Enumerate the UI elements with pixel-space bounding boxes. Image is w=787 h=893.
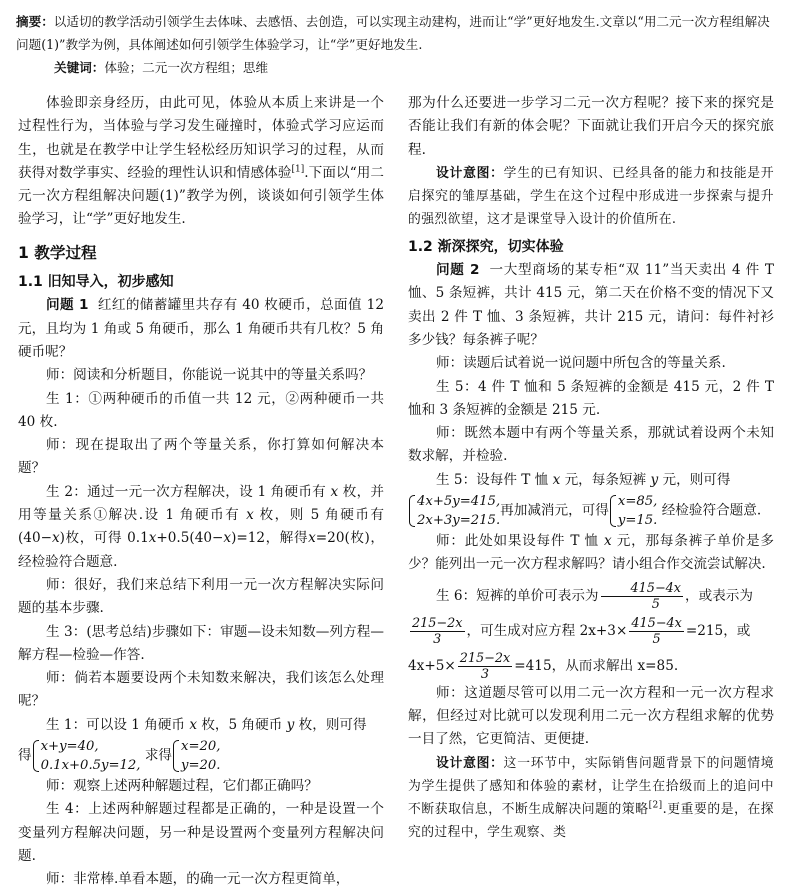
var-x: x: [189, 716, 198, 733]
problem-1-text: 红红的储蓄罐里共存有 40 枚硬币，总面值 12 元，且均为 1 角或 5 角硬币，那么 1 角硬币共有几枚？5 角硬币呢？: [18, 297, 384, 360]
var-x: x: [330, 483, 339, 500]
abstract-block: [16, 10, 776, 79]
dialog-teacher-2: 师：现在提取出了两个等量关系，你打算如何解决本题？: [18, 437, 384, 477]
var-x: x: [52, 530, 60, 547]
dialog-student-3: 生 3：(思考总结)步骤如下：审题—设未知数—列方程—解方程—检验—作答.: [18, 623, 384, 663]
var-y: y: [286, 716, 295, 733]
fraction-numerator: 415−4x: [631, 615, 682, 631]
text-fragment: =215，或: [685, 622, 751, 639]
dialog-teacher-6: 师：非常棒.单看本题，的确一元一次方程更简单，: [46, 871, 350, 888]
text-fragment: 元，则可得: [662, 471, 731, 488]
eq-row: x=85,: [617, 494, 658, 510]
problem-2-label: 问题 2: [436, 262, 480, 279]
equation-system-3: [408, 492, 500, 530]
text-fragment: 师：此处如果设每件 T 恤: [436, 533, 599, 550]
design-text: 学生的已有知识、已经具备的能力和技能是开启探究的雏厚基础，学生在这个过程中形成进一步探索与提升的强烈欲望，这才是课堂导入设计的价值所在.: [408, 165, 775, 228]
var-x: x: [148, 530, 157, 547]
problem-2: [408, 259, 774, 352]
intro-paragraph: [18, 92, 384, 232]
text-fragment: )=12，解得: [231, 530, 309, 547]
right-column: [408, 92, 774, 845]
dialog-teacher-4: 师：倘若本题要设两个未知数来解决，我们该怎么处理呢？: [18, 670, 384, 710]
eq-row: 0.1x+0.5y=12,: [40, 758, 141, 774]
dialog-teacher-5: 师：观察上述两种解题过程，它们都正确吗？: [46, 778, 318, 795]
problem-1: [18, 294, 384, 364]
text-fragment: 经检验符合题意.: [661, 502, 762, 519]
fraction-denominator: 3: [480, 666, 490, 682]
equation-line-2: [408, 492, 774, 530]
text-fragment: 生 6：短裤的单价可表示为: [436, 587, 599, 604]
text-fragment: 枚，并用等量关系①解决.设 1 角硬币有: [18, 483, 385, 524]
dialog-student-5b: [408, 469, 774, 492]
citation-2: [2]: [648, 800, 663, 811]
eq-row: 4x+5y=415,: [417, 494, 501, 510]
dialog-student-1: 生 1：①两种硬币的币值一共 12 元，②两种硬币一共 40 枚.: [18, 390, 384, 430]
dialog-teacher-3: 师：很好，我们来总结下利用一元一次方程解决实际问题的基本步骤.: [18, 576, 384, 617]
design-tail: .更重要的是，在探究的过程中，学生观察、类: [408, 802, 775, 841]
left-column: [18, 92, 384, 892]
text-fragment: )枚，可得 0.1: [59, 530, 149, 547]
eq-row: y=15.: [617, 513, 658, 529]
abstract-text: 以适切的教学活动引领学生去体味、去感悟、去创造，可以实现主动建构，进而让“学”更好地发生.文章以“用二元一次方程组解决问题(1)”教学为例，具体阐述如何引领学生体验学习，让“学”更好地发生.: [16, 14, 770, 52]
eq-row: x+y=40,: [40, 739, 99, 755]
section-heading-1: 1 教学过程: [18, 243, 97, 262]
text-fragment: =20(枚)，经检验符合题意.: [18, 530, 384, 570]
text-fragment: 枚，则可得: [298, 716, 367, 733]
dialog-teacher-10: 师：这道题尽管可以用二元一次方程和一元一次方程求解，但经过对比就可以发现利用二元一次方程组求解的优势一目了然，它更简洁、更便捷.: [408, 684, 774, 748]
text-fragment: ，或表示为: [685, 587, 753, 604]
fraction-numerator: 215−2x: [412, 615, 463, 631]
fraction-denominator: 5: [652, 631, 661, 647]
equation-system-4: [609, 492, 657, 530]
dialog-student-5: 生 5：4 件 T 恤和 5 条短裤的金额是 415 元，2 件 T 恤和 3 条短裤的金额是 215 元.: [408, 378, 774, 418]
text-fragment: 求得: [144, 747, 173, 764]
text-fragment: =415，从而求解出 x=85.: [514, 657, 679, 674]
dialog-teacher-1: 师：阅读和分析题目，你能说一说其中的等量关系吗？: [46, 367, 373, 384]
text-fragment: ，可生成对应方程 2x+3×: [466, 622, 628, 639]
var-x: x: [552, 471, 561, 488]
subsection-heading-1-2: 1.2 渐深探究，切实体验: [408, 238, 564, 255]
text-fragment: +0.5(40−: [156, 530, 224, 547]
equation-line-4: [408, 651, 774, 682]
fraction-2b: [458, 651, 513, 682]
design-label: 设计意图：: [436, 165, 504, 181]
var-x: x: [246, 507, 254, 524]
fraction-denominator: 5: [651, 596, 660, 612]
text-fragment: 生 5：设每件 T 恤: [436, 471, 549, 488]
var-x: x: [223, 530, 232, 547]
problem-2-text: 一大型商场的某专柜“双 11”当天卖出 4 件 T 恤、5 条短裤，共计 415 元，第二天在价格不变的情况下又卖出 2 件 T 恤、3 条短裤，共计 215 元，请问：每件衬衫多少钱？每条裤子呢？: [408, 262, 774, 348]
abstract-paragraph: [16, 10, 776, 56]
text-fragment: 枚，5 角硬币: [201, 716, 283, 733]
dialog-student-1b: [18, 714, 384, 737]
var-y: y: [650, 471, 659, 488]
var-x: x: [603, 533, 612, 550]
design-intent-2: [408, 752, 774, 845]
dialog-student-6: [408, 581, 774, 612]
var-x: x: [308, 530, 316, 547]
dialog-student-4: 生 4：上述两种解题过程都是正确的，一种是设置一个变量列方程解决问题，另一种是设置两个变量列方程解决问题.: [18, 801, 384, 864]
eq-row: y=20.: [181, 758, 221, 774]
dialog-teacher-9: [408, 530, 774, 577]
fraction-numerator: 215−2x: [459, 650, 511, 666]
design-label: 设计意图：: [436, 755, 504, 771]
text-fragment: 元，每条短裤: [564, 471, 647, 488]
equation-system-1: [32, 737, 141, 775]
text-fragment: 再加减消元，可得: [500, 502, 609, 519]
text-fragment: 元，那每条裤子单价是多少？能列出一元一次方程求解吗？请小组合作交流尝试解决.: [408, 533, 774, 573]
fraction-1b: [629, 616, 684, 647]
design-intent-1: [408, 162, 774, 232]
fraction-numerator: 415−4x: [601, 581, 684, 597]
citation-1: [1]: [291, 164, 305, 175]
continued-paragraph: 那为什么还要进一步学习二元一次方程呢？接下来的探究是否能让我们有新的体会呢？下面就让我们开启今天的探究旅程.: [408, 95, 774, 158]
eq-row: x=20,: [181, 739, 221, 755]
keywords-label: 关键词：: [54, 60, 105, 75]
dialog-student-2: [18, 481, 384, 574]
keywords-text: 体验；二元一次方程组；思维: [104, 60, 269, 75]
text-fragment: 生 2：通过一元一次方程解决，设 1 角硬币有: [46, 483, 326, 500]
design-text: 这一环节中，实际销售问题背景下的问题情境为学生提供了感知和体验的素材，让学生在拾级而上的追问中不断获取信息，不断生成解决问题的策略: [408, 755, 775, 818]
intro-tail: .下面以“用二元一次方程组解决问题(1)”教学为例，谈谈如何引领学生体验学习，让“学”更好地发生.: [18, 164, 384, 228]
equation-system-2: [172, 737, 220, 775]
keywords-line: [16, 56, 776, 79]
equation-line-3: [408, 616, 774, 647]
eq-row: 2x+3y=215.: [417, 513, 501, 529]
intro-text: 体验即亲身经历，由此可见，体验从本质上来讲是一个过程性行为，当体验与学习发生碰撞时，体验式学习应运而生，也就是在教学中让学生轻松经历知识学习的过程，从而获得对数学事实、经验的理性认识和情感体验: [18, 95, 384, 181]
fraction-1: [601, 581, 684, 612]
text-fragment: 4x+5×: [408, 657, 456, 674]
abstract-label: 摘要：: [16, 14, 54, 29]
fraction-denominator: 3: [433, 631, 442, 647]
subsection-heading-1-1: 1.1 旧知导入，初步感知: [18, 274, 174, 291]
equation-line-1: 得x+y=40, 0.1x+0.5y=12, 求得x=20, y=20.: [18, 739, 221, 774]
problem-1-label: 问题 1: [46, 297, 89, 314]
fraction-2: [410, 616, 465, 647]
dialog-teacher-8: 师：既然本题中有两个等量关系，那就试着设两个未知数求解，并检验.: [408, 425, 774, 465]
text-fragment: 生 1：可以设 1 角硬币: [46, 716, 186, 733]
text-fragment: 枚，则 5 角硬币有(40−: [18, 507, 385, 547]
dialog-teacher-7: 师：读题后试着说一说问题中所包含的等量关系.: [436, 355, 726, 372]
